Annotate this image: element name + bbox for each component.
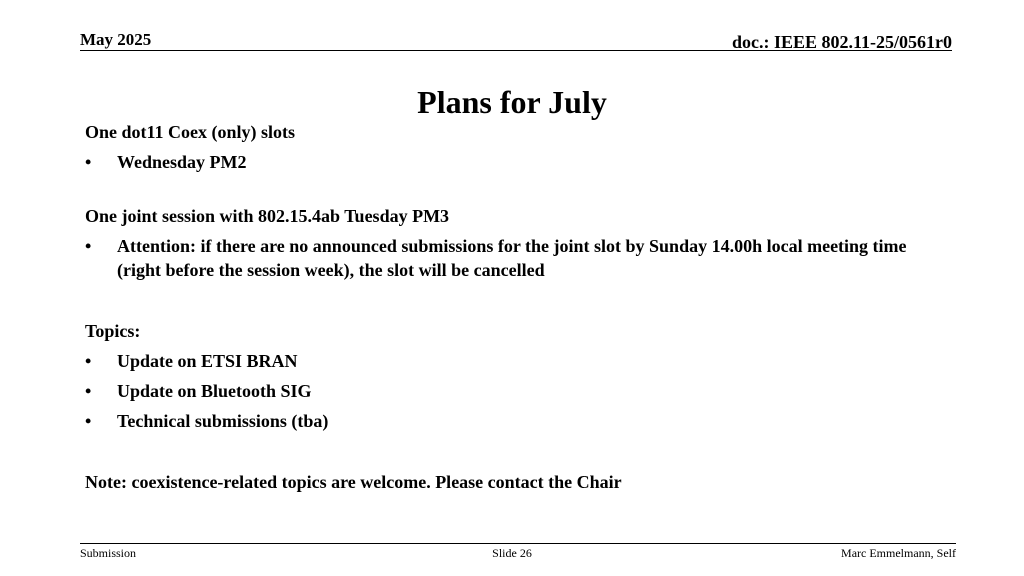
footer-author: Marc Emmelmann, Self (841, 546, 956, 560)
bullet-text: Technical submissions (tba) (117, 411, 329, 431)
section-heading-joint-session: One joint session with 802.15.4ab Tuesday PM3 (85, 206, 450, 226)
footer-submission: Submission (80, 546, 137, 560)
bullet-item (85, 234, 945, 282)
header-divider (80, 50, 952, 51)
bullet-item (85, 349, 945, 373)
bullet-text: Wednesday PM2 (117, 152, 247, 172)
header-date: May 2025 (80, 30, 152, 49)
header-doc-id: doc.: IEEE 802.11-25/0561r0 (731, 32, 952, 52)
bullet-item (85, 150, 945, 174)
bullet-glyph: • (85, 381, 92, 401)
section-heading-coex-slots: One dot11 Coex (only) slots (85, 122, 296, 142)
note-text: Note: coexistence-related topics are welcome. Please contact the Chair (85, 472, 622, 492)
section-heading-topics: Topics: (85, 321, 141, 341)
slide-title: Plans for July (417, 84, 607, 120)
bullet-glyph: • (85, 351, 92, 371)
footer-divider (80, 543, 956, 544)
bullet-glyph: • (85, 152, 92, 172)
bullet-glyph: • (85, 411, 92, 431)
bullet-item (85, 379, 945, 403)
slide-body (85, 120, 945, 494)
bullet-text: Update on Bluetooth SIG (117, 381, 312, 401)
bullet-text: Update on ETSI BRAN (117, 351, 298, 371)
bullet-item (85, 409, 945, 433)
bullet-text: Attention: if there are no announced submissions for the joint slot by Sunday 14.00h local meeting time (right before the session week), the slot will be cancelled (117, 236, 907, 280)
bullet-glyph: • (85, 236, 92, 256)
footer-slide-number: Slide 26 (492, 546, 532, 560)
